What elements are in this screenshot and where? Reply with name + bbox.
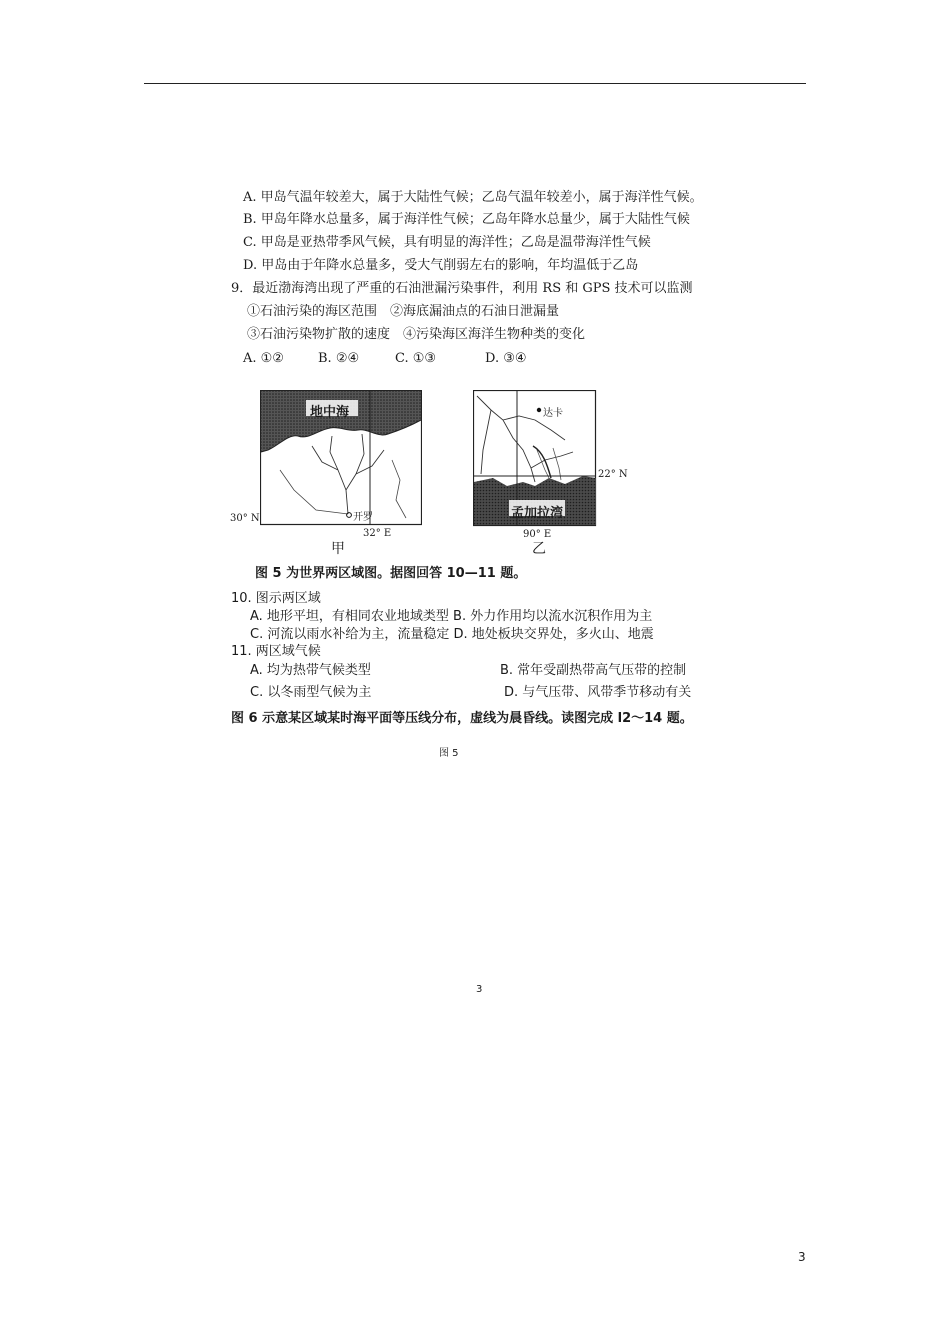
q9-choice-d: D. ③④ [485, 351, 527, 366]
q11-option-b: B. 常年受副热带高气压带的控制 [500, 663, 687, 678]
q8-option-d: D. 甲岛由于年降水总量多，受大气削弱左右的影响，年均温低于乙岛 [243, 258, 639, 273]
q9-choice-b: B. ②④ [318, 351, 360, 366]
page-number-center: 3 [476, 984, 483, 995]
q11-option-c: C. 以冬雨型气候为主 [250, 685, 372, 700]
q9-choice-c: C. ①③ [395, 351, 437, 366]
map-yi-caption: 乙 [532, 541, 546, 557]
fig5-label: 图 5 [439, 748, 459, 759]
map-yi-lat-label: 22° N [598, 469, 628, 480]
q9-choice-a: A. ①② [243, 351, 284, 366]
page-number-corner: 3 [798, 1250, 806, 1264]
q9-items-line1: ①石油污染的海区范围 ②海底漏油点的石油日泄漏量 [247, 304, 560, 319]
header-rule [144, 83, 806, 84]
map-jia-lon-label: 32° E [363, 528, 392, 539]
map-jia-city-label: 开罗 [353, 512, 373, 523]
map-yi-sea-label: 孟加拉湾 [511, 506, 564, 521]
q8-option-c: C. 甲岛是亚热带季风气候，具有明显的海洋性；乙岛是温带海洋性气候 [243, 235, 651, 250]
q10-options-line2: C. 河流以雨水补给为主，流量稳定 D. 地处板块交界处，多火山、地震 [250, 627, 654, 642]
q8-option-b: B. 甲岛年降水总量多，属于海洋性气候；乙岛年降水总量少，属于大陆性气候 [243, 212, 690, 227]
q9-stem: 9．最近渤海湾出现了严重的石油泄漏污染事件，利用 RS 和 GPS 技术可以监测 [231, 281, 693, 296]
q10-stem: 10. 图示两区域 [231, 591, 321, 606]
q11-option-d: D. 与气压带、风带季节移动有关 [504, 685, 692, 700]
q10-options-line1: A. 地形平坦，有相同农业地域类型 B. 外力作用均以流水沉积作用为主 [250, 609, 653, 624]
fig6-intro: 图 6 示意某区域某时海平面等压线分布，虚线为晨昏线。读图完成 l2～14 题。 [231, 711, 693, 726]
map-yi-lon-label: 90° E [523, 529, 552, 540]
map-yi-city-label: 达卡 [543, 408, 563, 419]
q11-stem: 11. 两区域气候 [231, 644, 321, 659]
q9-items-line2: ③石油污染物扩散的速度 ④污染海区海洋生物种类的变化 [247, 327, 586, 342]
map-jia-caption: 甲 [331, 541, 345, 557]
q8-option-a: A. 甲岛气温年较差大，属于大陆性气候；乙岛气温年较差小，属于海洋性气候。 [243, 190, 703, 205]
q11-option-a: A. 均为热带气候类型 [250, 663, 371, 678]
map-jia-lat-label: 30° N [230, 513, 260, 524]
fig5-intro: 图 5 为世界两区域图。据图回答 10—11 题。 [255, 566, 527, 581]
map-jia-sea-label: 地中海 [310, 405, 350, 420]
